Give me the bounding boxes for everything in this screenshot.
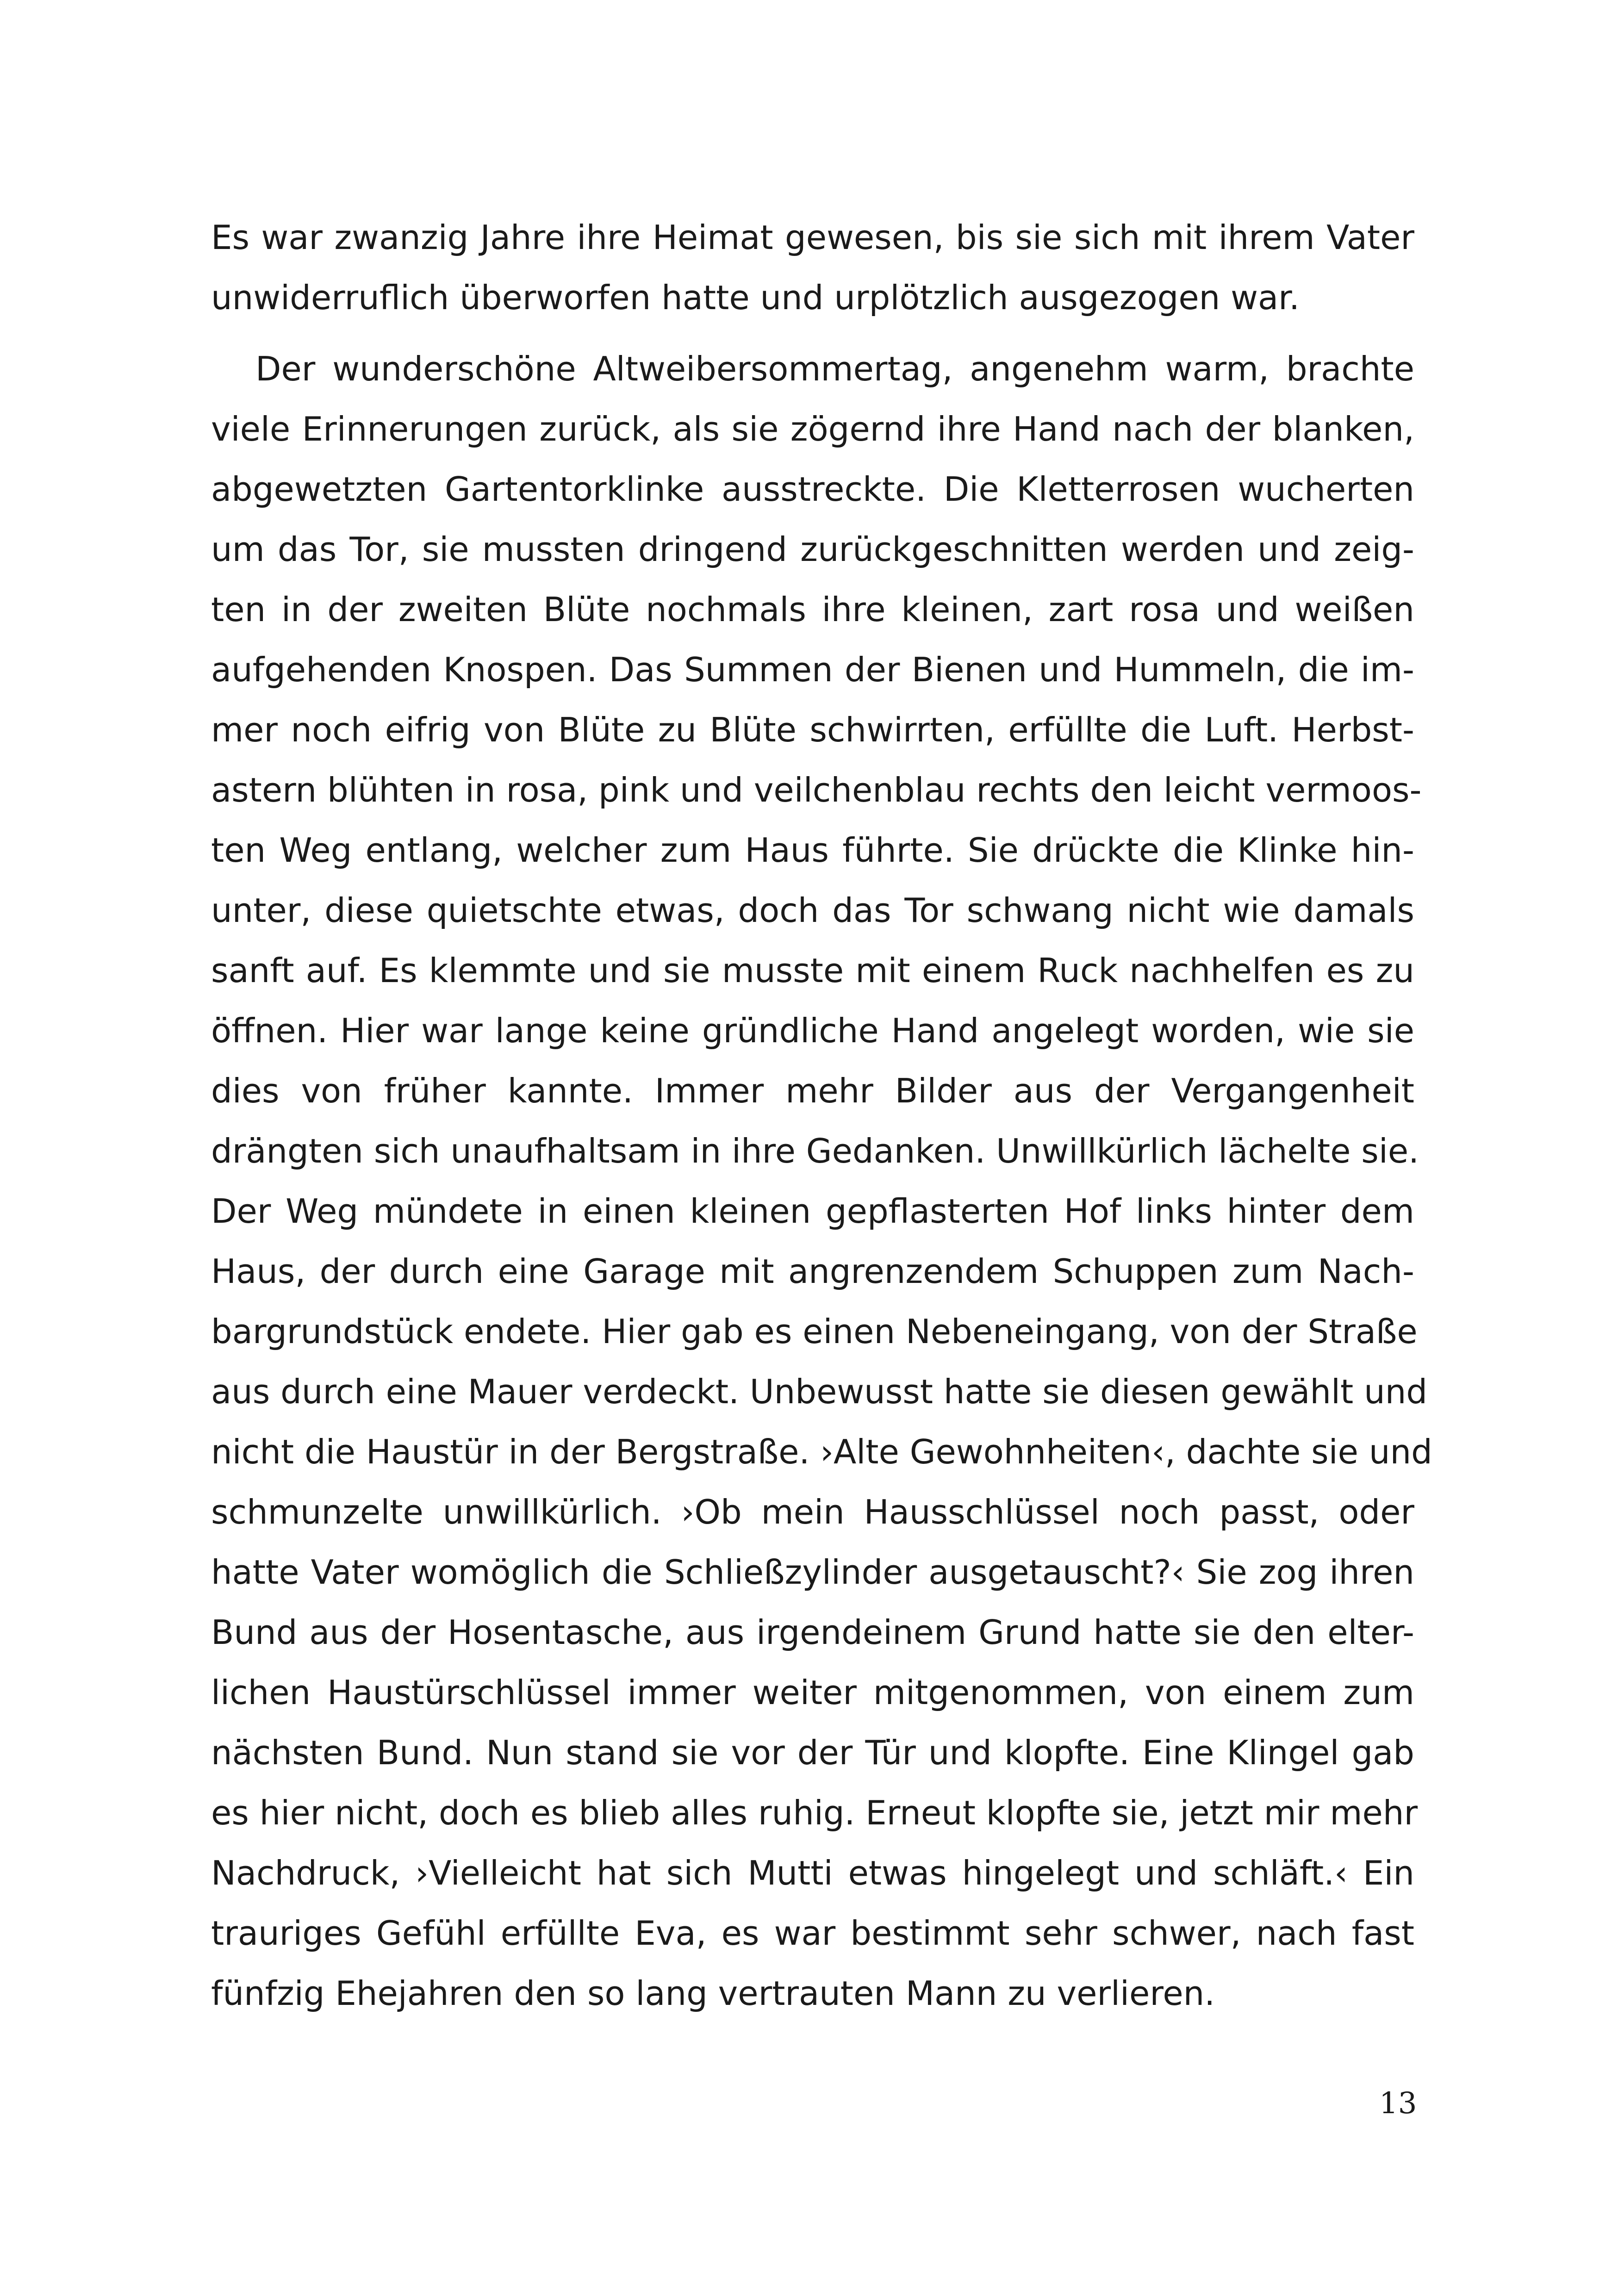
text-line: astern blühten in rosa, pink und veilchenblau rechts den leicht vermoos- xyxy=(211,771,1422,809)
body-text xyxy=(211,207,1432,2023)
text-line: drängten sich unaufhaltsam in ihre Gedanken. Unwillkürlich lächelte sie. xyxy=(211,1132,1419,1170)
text-line: öffnen. Hier war lange keine gründliche Hand angelegt worden, wie sie xyxy=(211,1011,1414,1050)
text-line: fünfzig Ehejahren den so lang vertrauten Mann zu verlieren. xyxy=(211,1974,1215,2013)
text-line: Der Weg mündete in einen kleinen gepflasterten Hof links hinter dem xyxy=(211,1192,1414,1231)
text-line: es hier nicht, doch es blieb alles ruhig. Erneut klopfte sie, jetzt mir mehr xyxy=(211,1793,1418,1832)
text-line: ten Weg entlang, welcher zum Haus führte. Sie drückte die Klinke hin- xyxy=(211,831,1414,870)
text-line: Bund aus der Hosentasche, aus irgendeinem Grund hatte sie den elter- xyxy=(211,1613,1414,1652)
text-line: Der wunderschöne Altweibersommertag, angenehm warm, brachte xyxy=(255,349,1414,388)
text-line: bargrundstück endete. Hier gab es einen Nebeneingang, von der Straße xyxy=(211,1312,1418,1351)
text-line: viele Erinnerungen zurück, als sie zögernd ihre Hand nach der blanken, xyxy=(211,410,1414,448)
paragraph-gap xyxy=(211,328,1414,339)
text-line: aus durch eine Mauer verdeckt. Unbewusst hatte sie diesen gewählt und xyxy=(211,1372,1428,1411)
text-line: nächsten Bund. Nun stand sie vor der Tür und klopfte. Eine Klingel gab xyxy=(211,1733,1414,1772)
text-line: hatte Vater womöglich die Schließzylinder ausgetauscht?‹ Sie zog ihren xyxy=(211,1553,1414,1592)
text-line: mer noch eifrig von Blüte zu Blüte schwirrten, erfüllte die Luft. Herbst- xyxy=(211,710,1414,749)
page-number: 13 xyxy=(1379,2086,1417,2121)
text-line: aufgehenden Knospen. Das Summen der Bienen und Hummeln, die im- xyxy=(211,650,1414,689)
text-line: schmunzelte unwillkürlich. ›Ob mein Hausschlüssel noch passt, oder xyxy=(211,1493,1414,1531)
text-line: Es war zwanzig Jahre ihre Heimat gewesen, bis sie sich mit ihrem Vater xyxy=(211,218,1414,257)
text-line: ten in der zweiten Blüte nochmals ihre kleinen, zart rosa und weißen xyxy=(211,590,1414,629)
text-line: unter, diese quietschte etwas, doch das Tor schwang nicht wie damals xyxy=(211,891,1414,930)
text-line: Nachdruck, ›Vielleicht hat sich Mutti etwas hingelegt und schläft.‹ Ein xyxy=(211,1854,1414,1892)
text-line: sanft auf. Es klemmte und sie musste mit einem Ruck nachhelfen es zu xyxy=(211,951,1414,990)
text-line: dies von früher kannte. Immer mehr Bilder aus der Vergangenheit xyxy=(211,1071,1414,1110)
text-line: abgewetzten Gartentorklinke ausstreckte. Die Kletterrosen wucherten xyxy=(211,470,1414,509)
text-line: unwiderruflich überworfen hatte und urplötzlich ausgezogen war. xyxy=(211,278,1300,317)
text-line: Haus, der durch eine Garage mit angrenzendem Schuppen zum Nach- xyxy=(211,1252,1414,1291)
text-line: um das Tor, sie mussten dringend zurückgeschnitten werden und zeig- xyxy=(211,530,1414,569)
text-line: lichen Haustürschlüssel immer weiter mitgenommen, von einem zum xyxy=(211,1673,1414,1712)
text-line: nicht die Haustür in der Bergstraße. ›Alte Gewohnheiten‹, dachte sie und xyxy=(211,1432,1432,1471)
text-line: trauriges Gefühl erfüllte Eva, es war bestimmt sehr schwer, nach fast xyxy=(211,1914,1414,1953)
